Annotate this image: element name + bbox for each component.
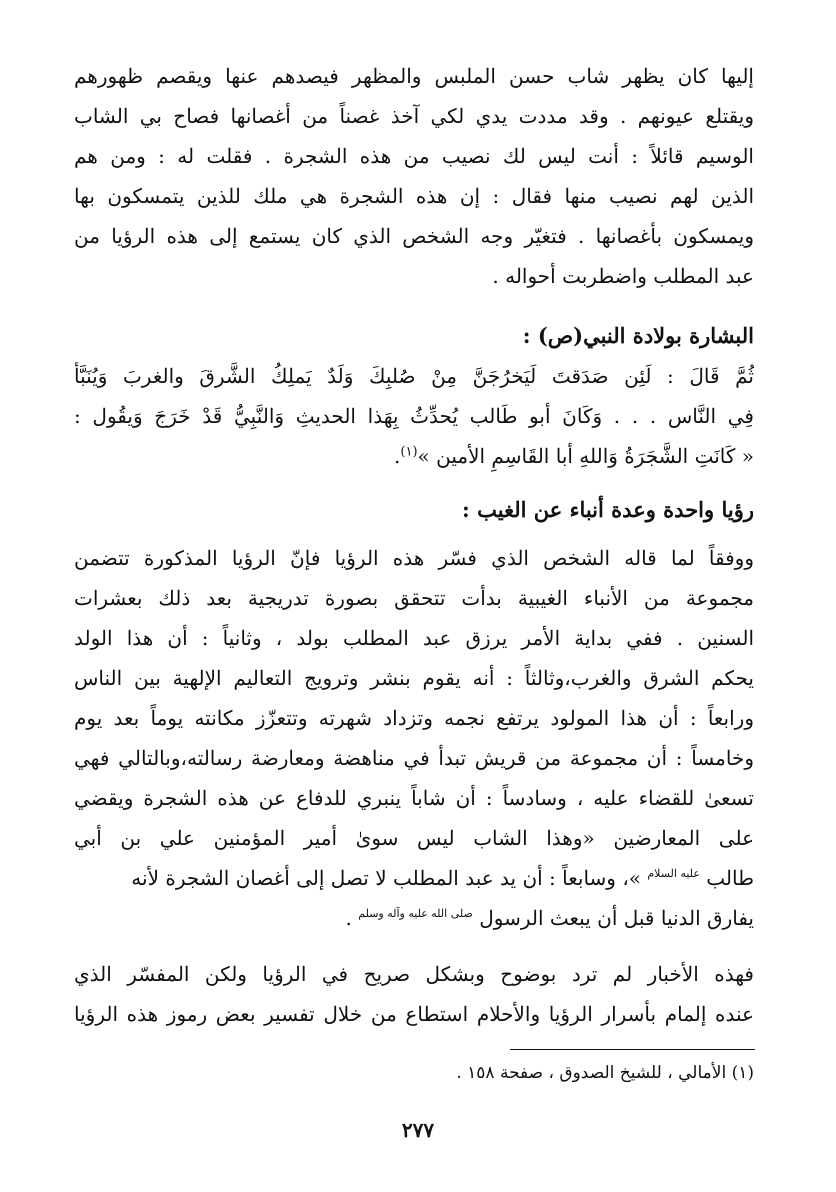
line-text: طالب bbox=[706, 866, 754, 890]
quote-end: . bbox=[394, 444, 401, 468]
section-heading: البشارة بولادة النبي(ص) : bbox=[522, 323, 754, 348]
footnote-divider bbox=[510, 1049, 755, 1050]
paragraph-line: يحكم الشرق والغرب،وثالثاً : أنه يقوم بنشر وترويج التعاليم الإلهية بين الناس bbox=[74, 666, 754, 690]
paragraph-4 bbox=[74, 954, 754, 1034]
quote-text: « كَانَتِ الشَّجَرَةُ وَاللهِ أبا القَاسِمِ الأمين » bbox=[417, 444, 754, 468]
paragraph-line: يفارق الدنيا قبل أن يبعث الرسول صلى الله عليه وآله وسلم . bbox=[345, 906, 754, 930]
paragraph-line: إليها كان يظهر شاب حسن الملبس والمظهر فيصدهم عنها ويقصم ظهورهم bbox=[74, 64, 754, 88]
paragraph-3 bbox=[74, 538, 754, 938]
paragraph-line: عنده إلمام بأسرار الرؤيا والأحلام استطاع من خلال تفسير بعض رموز هذه الرؤيا bbox=[74, 1002, 754, 1026]
footnote: (١) الأمالي ، للشيخ الصدوق ، صفحة ١٥٨ . bbox=[456, 1063, 754, 1083]
paragraph-line: تسعىٰ للقضاء عليه ، وسادساً : أن شاباً ينبري للدفاع عن هذه الشجرة ويقضي bbox=[74, 786, 754, 810]
paragraph-line: وخامساً : أن مجموعة من قريش تبدأ في مناهضة ومعارضة رسالته،وبالتالي فهي bbox=[74, 746, 754, 770]
paragraph-line: الوسيم قائلاً : أنت ليس لك نصيب من هذه الشجرة . فقلت له : ومن هم bbox=[74, 144, 754, 168]
line-text: »، وسابعاً : أن يد عبد المطلب لا تصل إلى أغصان الشجرة لأنه bbox=[131, 866, 648, 890]
paragraph-line: السنين . ففي بداية الأمر يرزق عبد المطلب بولد ، وثانياً : أن هذا الولد bbox=[74, 626, 754, 650]
paragraph-line: ويقتلع عيونهم . وقد مددت يدي لكي آخذ غصناً من أغصانها فصاح بي الشاب bbox=[74, 104, 754, 128]
paragraph-line: ثُمَّ قَالَ : لَئِن صَدَقتَ لَيَخرُجَنَّ مِنْ صُلبِكَ وَلَدٌ يَملِكُ الشَّرقَ والغربَ وَيُنَبَّأ bbox=[74, 364, 754, 388]
paragraph-line: مجموعة من الأنباء الغيبية بدأت تتحقق بصورة تدريجية بعد ذلك بعشرات bbox=[74, 586, 754, 610]
paragraph-line: الذين لهم نصيب منها فقال : إن هذه الشجرة هي ملك للذين يتمسكون بها bbox=[74, 184, 754, 208]
paragraph-line: عبد المطلب واضطربت أحواله . bbox=[492, 264, 754, 288]
page-number: ٢٧٧ bbox=[401, 1118, 435, 1142]
line-text: يفارق الدنيا قبل أن يبعث الرسول bbox=[479, 906, 754, 930]
section-heading-2 bbox=[74, 488, 754, 532]
section-heading: رؤيا واحدة وعدة أنباء عن الغيب : bbox=[462, 497, 754, 522]
paragraph-line: طالب عليه السلام »، وسابعاً : أن يد عبد المطلب لا تصل إلى أغصان الشجرة لأنه bbox=[131, 866, 754, 890]
line-text: . bbox=[345, 906, 359, 930]
paragraph-line: ورابعاً : أن هذا المولود يرتفع نجمه وتزداد شهرته وتتعزّز مكانته يوماً بعد يوم bbox=[74, 706, 754, 730]
quote-line bbox=[74, 436, 754, 476]
paragraph-line: ويمسكون بأغصانها . فتغيّر وجه الشخص الذي كان يستمع إلى هذه الرؤيا من bbox=[74, 224, 754, 248]
paragraph-line: فِي النَّاس . . . وَكَانَ أبو طَالب يُحدِّثُ بِهَذا الحديثِ وَالنَّبِيُّ قَدْ خَرَجَ وَيقُول : bbox=[74, 404, 754, 428]
paragraph-1 bbox=[74, 56, 754, 296]
section-heading-1 bbox=[74, 314, 754, 358]
paragraph-2 bbox=[74, 356, 754, 476]
paragraph-line: فهذه الأخبار لم ترد بوضوح وبشكل صريح في الرؤيا ولكن المفسّر الذي bbox=[74, 962, 754, 986]
footnote-reference: (١) bbox=[400, 444, 418, 460]
paragraph-line: على المعارضين «وهذا الشاب ليس سوىٰ أمير المؤمنين علي بن أبي bbox=[74, 826, 754, 850]
paragraph-line: ووفقاً لما قاله الشخص الذي فسّر هذه الرؤيا فإنّ الرؤيا المذكورة تتضمن bbox=[74, 546, 754, 570]
